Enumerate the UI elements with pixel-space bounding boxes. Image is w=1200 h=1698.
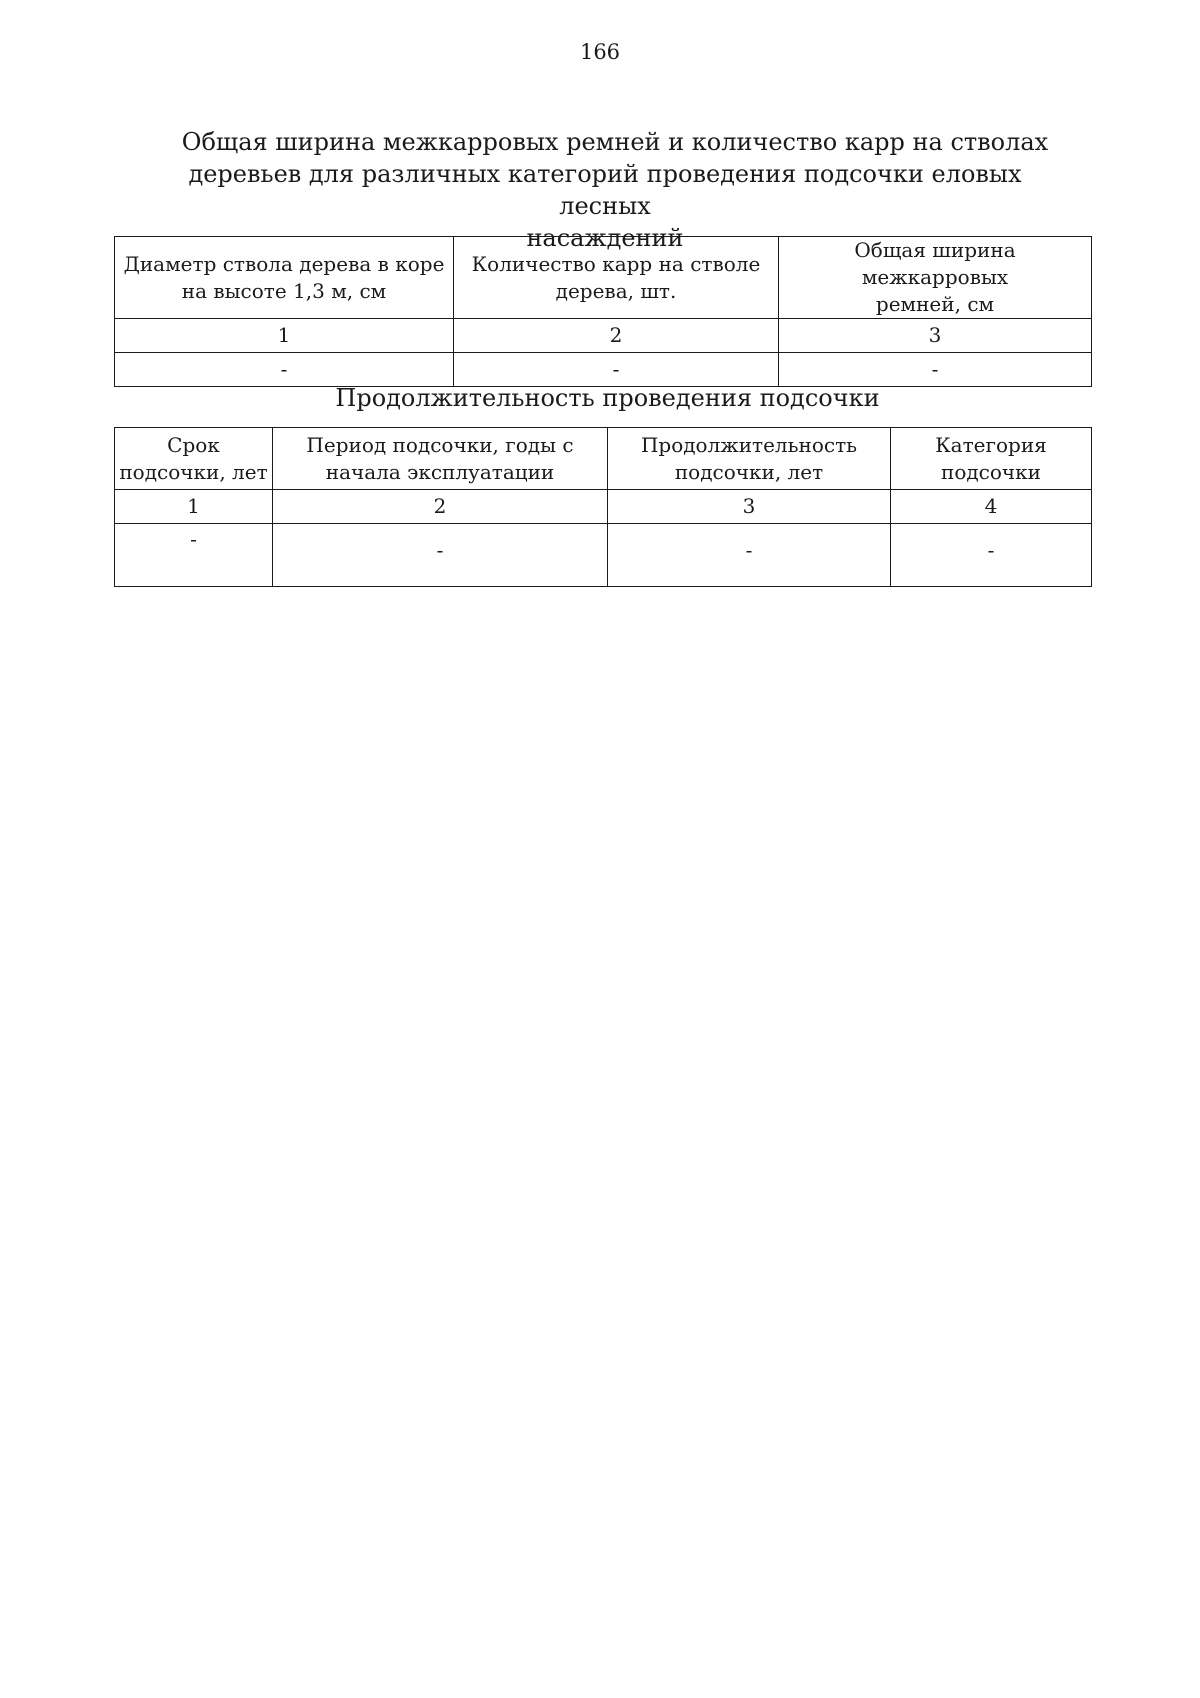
column-number: 2 bbox=[273, 490, 608, 524]
header-line: Количество карр на стволе bbox=[471, 251, 761, 276]
table-cell: - bbox=[115, 524, 273, 587]
column-number: 3 bbox=[608, 490, 891, 524]
header-line: начала эксплуатации bbox=[325, 459, 555, 484]
tapping-duration-table bbox=[114, 427, 1092, 587]
table-header-row bbox=[115, 428, 1092, 490]
table-row bbox=[115, 524, 1092, 587]
header-line: Срок bbox=[167, 432, 220, 457]
header-line: Диаметр ствола дерева в коре bbox=[123, 251, 445, 276]
column-number: 3 bbox=[779, 319, 1092, 353]
column-number-row bbox=[115, 490, 1092, 524]
header-line: Категория bbox=[935, 432, 1047, 457]
table1-title-line: Общая ширина межкарровых ремней и количество карр на стволах bbox=[181, 128, 1049, 156]
tree-straps-table bbox=[114, 236, 1092, 387]
table-cell: - bbox=[115, 353, 454, 387]
header-line: Продолжительность bbox=[640, 432, 858, 457]
header-line: подсочки bbox=[941, 459, 1041, 484]
table-cell: - bbox=[891, 524, 1092, 587]
header-line: дерева, шт. bbox=[555, 278, 677, 303]
table2-title: Продолжительность проведения подсочки bbox=[335, 384, 880, 412]
table-cell: - bbox=[454, 353, 779, 387]
table-cell: - bbox=[273, 524, 608, 587]
header-cell-category bbox=[891, 428, 1092, 490]
column-number: 4 bbox=[891, 490, 1092, 524]
header-cell-strap-width bbox=[779, 237, 1092, 319]
header-cell-karr-count bbox=[454, 237, 779, 319]
header-line: Общая ширина межкарровых bbox=[854, 238, 1016, 289]
page-number: 166 bbox=[579, 40, 621, 64]
header-line: Период подсочки, годы с bbox=[306, 432, 574, 457]
header-cell-diameter bbox=[115, 237, 454, 319]
column-number-row bbox=[115, 319, 1092, 353]
header-line: на высоте 1,3 м, см bbox=[181, 278, 387, 303]
header-line: подсочки, лет bbox=[674, 459, 824, 484]
table-header-row bbox=[115, 237, 1092, 319]
table-cell: - bbox=[779, 353, 1092, 387]
header-cell-term bbox=[115, 428, 273, 490]
table1-title-line: деревьев для различных категорий проведения подсочки еловых лесных bbox=[188, 160, 1022, 220]
column-number: 1 bbox=[115, 319, 454, 353]
column-number: 2 bbox=[454, 319, 779, 353]
header-line: подсочки, лет bbox=[119, 459, 268, 484]
header-line: ремней, см bbox=[875, 292, 995, 316]
header-cell-duration bbox=[608, 428, 891, 490]
table-cell: - bbox=[608, 524, 891, 587]
table1-title bbox=[150, 126, 1060, 254]
header-cell-period bbox=[273, 428, 608, 490]
table1-title-line: насаждений bbox=[526, 224, 684, 252]
column-number: 1 bbox=[115, 490, 273, 524]
